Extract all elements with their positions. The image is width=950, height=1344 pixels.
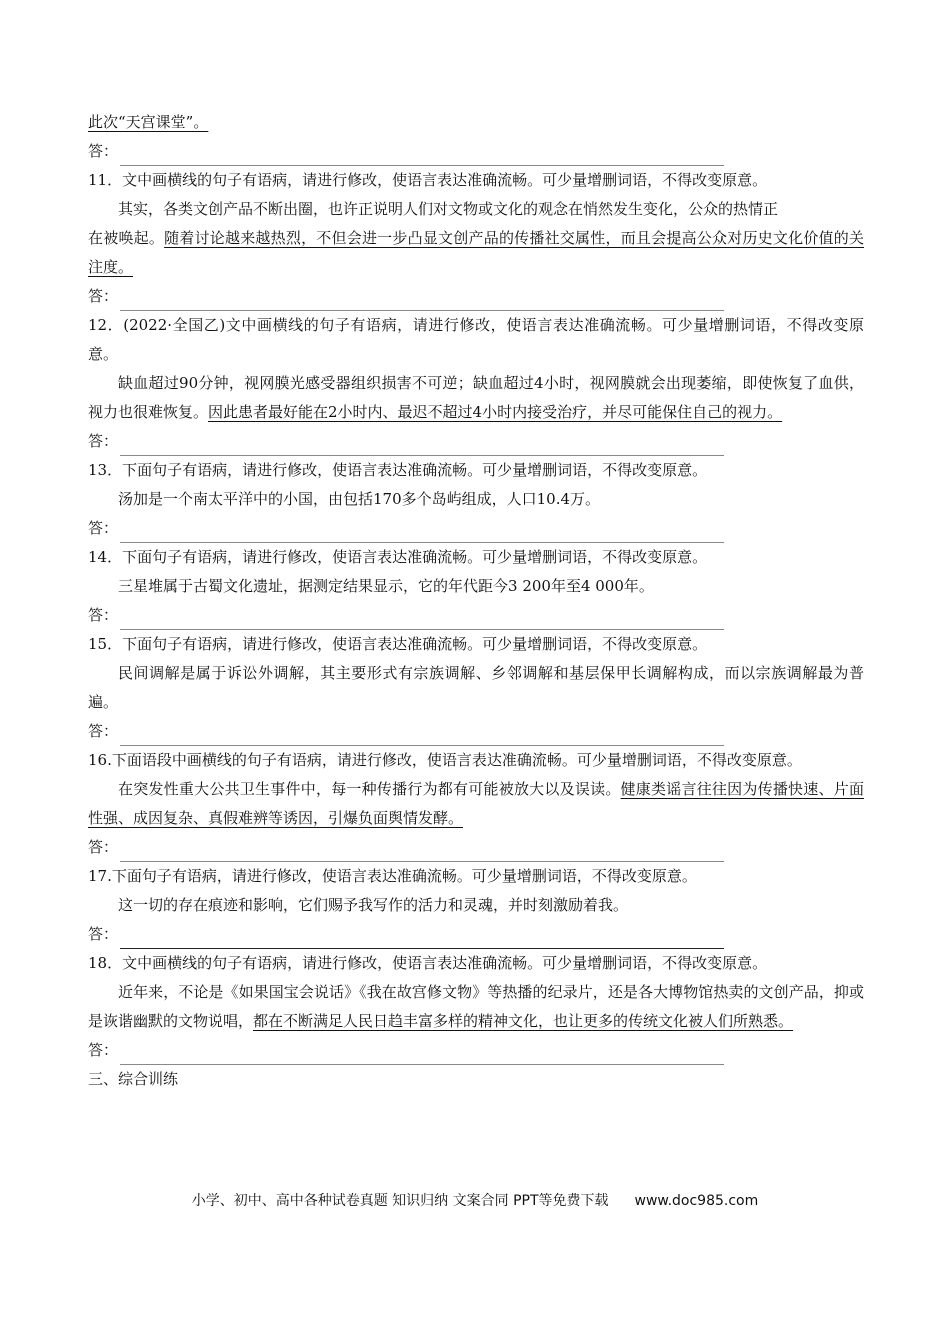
- question-17-stem: 17.下面句子有语病，请进行修改，使语言表达准确流畅。可少量增删词语，不得改变原意。: [88, 867, 697, 885]
- question-16-stem: 16.下面语段中画横线的句子有语病，请进行修改，使语言表达准确流畅。可少量增删词语，不得改变原意。: [88, 751, 802, 769]
- question-11-passage: [88, 195, 864, 282]
- answer-line[interactable]: [88, 920, 864, 949]
- top-line: [88, 108, 864, 137]
- passage-text: 其实，各类文创产品不断出圈，也许正说明人们对文物或文化的观念在悄然发生变化，公众的热情正: [118, 200, 779, 218]
- underlined-sentence: 因此患者最好能在2小时内、最迟不超过4小时内接受治疗，并尽可能保住自己的视力。: [208, 403, 783, 421]
- answer-line[interactable]: [88, 137, 864, 166]
- section-heading: 三、综合训练: [88, 1070, 179, 1088]
- passage-text-continued: 在被唤起。: [88, 229, 165, 247]
- question-12-stem: 12．(2022·全国乙)文中画横线的句子有语病，请进行修改，使语言表达准确流畅。可少量增删词语，不得改变原意。: [88, 316, 864, 363]
- question-11-stem: 11．文中画横线的句子有语病，请进行修改，使语言表达准确流畅。可少量增删词语，不得改变原意。: [88, 171, 768, 189]
- answer-blank[interactable]: [120, 843, 724, 862]
- question-12-passage: [88, 369, 864, 427]
- question-14-sentence: 三星堆属于古蜀文化遗址，据测定结果显示，它的年代距今3 200年至4 000年。: [118, 577, 654, 595]
- answer-line[interactable]: [88, 833, 864, 862]
- answer-label: 答：: [88, 1041, 119, 1059]
- question-16-passage: [88, 775, 864, 833]
- answer-blank[interactable]: [120, 611, 724, 630]
- answer-blank[interactable]: [120, 524, 724, 543]
- page-footer: [0, 1190, 950, 1210]
- underlined-text: 此次“天宫课堂”。: [88, 113, 209, 131]
- answer-blank[interactable]: [120, 727, 724, 746]
- question-18-passage: [88, 978, 864, 1036]
- question-18-stem: 18．文中画横线的句子有语病，请进行修改，使语言表达准确流畅。可少量增删词语，不得改变原意。: [88, 954, 768, 972]
- answer-blank[interactable]: [120, 930, 724, 949]
- underlined-sentence: 随着讨论越来越热烈，不但会进一步凸显文创产品的传播社交属性，而且会提高公众对历史文化价值的关注度。: [88, 229, 864, 276]
- footer-url[interactable]: www.doc985.com: [634, 1193, 759, 1209]
- question-13-sentence: 汤加是一个南太平洋中的小国，由包括170多个岛屿组成，人口10.4万。: [118, 490, 601, 508]
- answer-label: 答：: [88, 722, 119, 740]
- answer-line[interactable]: [88, 427, 864, 456]
- answer-line[interactable]: [88, 717, 864, 746]
- passage-text: 近年来，不论是《如果国宝会说话》《我在故宫修文物》等热播的纪录片，还是各大博物馆热卖的文创产品，抑或是诙谐幽默的文物说唱，: [88, 983, 864, 1030]
- answer-line[interactable]: [88, 601, 864, 630]
- footer-text: 小学、初中、高中各种试卷真题 知识归纳 文案合同 PPT等免费下载: [191, 1193, 609, 1209]
- question-15-sentence: 民间调解是属于诉讼外调解，其主要形式有宗族调解、乡邻调解和基层保甲长调解构成，而以宗族调解最为普遍。: [88, 664, 864, 711]
- question-17-sentence: 这一切的存在痕迹和影响，它们赐予我写作的活力和灵魂，并时刻激励着我。: [118, 896, 629, 914]
- answer-label: 答：: [88, 287, 119, 305]
- passage-text: 缺血超过90分钟，视网膜光感受器组织损害不可逆；缺血超过4小时，视网膜就会出现萎缩，即使恢复了血供，视力也很难恢复。: [88, 374, 864, 421]
- answer-label: 答：: [88, 606, 119, 624]
- answer-label: 答：: [88, 519, 119, 537]
- answer-line[interactable]: [88, 1036, 864, 1065]
- answer-blank[interactable]: [120, 292, 724, 311]
- document-page: [88, 108, 864, 1094]
- answer-line[interactable]: [88, 282, 864, 311]
- passage-text: 在突发性重大公共卫生事件中，每一种传播行为都有可能被放大以及误读。: [118, 780, 621, 798]
- answer-label: 答：: [88, 838, 119, 856]
- answer-line[interactable]: [88, 514, 864, 543]
- answer-blank[interactable]: [120, 147, 724, 166]
- question-15-stem: 15．下面句子有语病，请进行修改，使语言表达准确流畅。可少量增删词语，不得改变原意。: [88, 635, 708, 653]
- question-14-stem: 14．下面句子有语病，请进行修改，使语言表达准确流畅。可少量增删词语，不得改变原意。: [88, 548, 708, 566]
- answer-blank[interactable]: [120, 1046, 724, 1065]
- underlined-sentence: 健康类谣言往往因为传播快速、片面性强、成因复杂、真假难辨等诱因，引爆负面舆情发酵。: [88, 780, 864, 827]
- answer-label: 答：: [88, 925, 119, 943]
- underlined-sentence: 都在不断满足人民日趋丰富多样的精神文化，也让更多的传统文化被人们所熟悉。: [253, 1012, 794, 1030]
- question-13-stem: 13．下面句子有语病，请进行修改，使语言表达准确流畅。可少量增删词语，不得改变原意。: [88, 461, 708, 479]
- answer-label: 答：: [88, 142, 119, 160]
- answer-label: 答：: [88, 432, 119, 450]
- answer-blank[interactable]: [120, 437, 724, 456]
